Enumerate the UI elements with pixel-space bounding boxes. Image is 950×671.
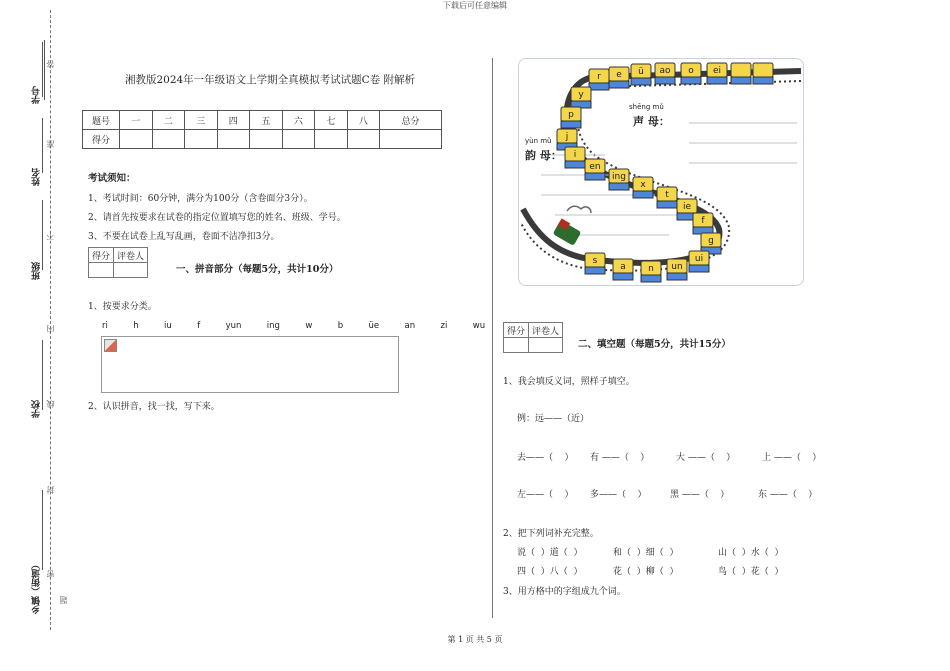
yunmu-pinyin: yùn mǔ [525,137,552,145]
pinyin-block [689,251,709,272]
fill-item[interactable]: 多——（ ） [590,490,647,500]
notice-item: 1、考试时间：60分钟，满分为100分（含卷面分3分）。 [88,194,313,204]
fill-item[interactable]: 去——（ ） [517,453,574,463]
table-cell: 一 [120,111,153,130]
grader-score-label: 得分 [89,248,114,263]
fill-item[interactable]: 上 ——（ ） [762,453,822,463]
pinyin-block [731,63,751,84]
pinyin-block-label: i [573,150,577,160]
pinyin-list: ri h iu f yun ing w b üe an zi wu [102,321,486,331]
pinyin-block [667,259,687,280]
fill-item[interactable]: 东 ——（ ） [758,490,818,500]
pinyin-block [753,63,773,84]
score-input-cell[interactable] [152,130,185,149]
pinyin-block [681,63,701,84]
seal-char: 不 [46,232,55,240]
table-cell: 总分 [380,111,442,130]
notice-item: 2、请首先按要求在试卷的指定位置填写您的姓名、班级、学号。 [88,213,346,223]
fill-item[interactable]: 四（ ）八（ ） [517,567,583,577]
header-note: 下载后可任意编辑 [443,1,507,10]
label-township: 乡镇（街道） [32,560,42,614]
binding-margin [0,0,68,671]
seal-char: 答 [46,60,55,68]
pinyin-block-label: t [665,190,669,200]
train-engine [553,206,591,246]
table-cell: 五 [250,111,283,130]
pinyin-blocks [557,63,773,282]
seal-char: 准 [46,140,55,148]
fill-item[interactable]: 有 ——（ ） [590,453,650,463]
grader-box [503,322,563,353]
table-cell: 题号 [83,111,120,130]
page-footer: 第 1 页 共 5 页 [447,635,503,644]
label-school: 学校 [32,400,42,418]
answer-box[interactable] [101,336,399,393]
writing-lines [541,123,797,235]
score-input-cell[interactable] [120,130,153,149]
table-cell: 二 [152,111,185,130]
score-input-cell[interactable] [380,130,442,149]
pinyin-block-label: s [592,256,598,266]
grader-box [88,247,148,278]
pinyin-block-label: o [688,66,694,76]
pinyin-block [585,159,605,180]
pinyin-block-label: ing [612,172,626,182]
notice-item: 3、不要在试卷上乱写乱画，卷面不洁净扣3分。 [88,232,280,242]
pinyin-block [609,169,629,190]
fill-item[interactable]: 花（ ）柳（ ） [613,567,679,577]
pinyin-block [655,63,675,84]
table-row [83,130,442,149]
pinyin-block [631,64,651,85]
shengmu-pinyin: shēng mǔ [629,103,664,111]
table-row [83,111,442,130]
fill-item[interactable]: 左——（ ） [517,490,574,500]
pinyin-block-label: y [578,90,584,100]
pinyin-block-label: n [648,264,654,274]
pinyin-block [565,147,585,168]
pinyin-block [693,213,713,234]
pinyin-block-label: ei [712,66,722,76]
table-cell: 八 [347,111,380,130]
score-input-cell[interactable] [185,130,218,149]
pinyin-block-label: g [708,236,714,246]
grader-name-label: 评卷人 [529,323,563,338]
fill-item[interactable]: 和（ ）细（ ） [613,548,679,558]
pinyin-block [657,187,677,208]
pinyin-block [571,87,591,108]
pinyin-block-label: un [671,262,683,272]
score-input-cell[interactable] [347,130,380,149]
score-input-cell[interactable] [217,130,250,149]
pinyin-block-label: p [568,110,574,120]
pinyin-block [641,261,661,282]
label-class: 班级 [32,262,42,280]
table-cell: 六 [282,111,315,130]
seal-char: 题 [59,596,68,604]
page-title: 湘教版2024年一年级语文上学期全真模拟考试试题C卷 附解析 [124,74,416,86]
score-input-cell[interactable] [250,130,283,149]
seal-char: 密 [46,570,55,578]
fill-item[interactable]: 鸟（ ）花（ ） [718,567,784,577]
broken-image-icon [104,339,117,352]
notice-heading: 考试须知： [88,173,136,184]
pinyin-block-label: a [620,262,626,272]
pinyin-block-label: en [589,162,601,172]
pinyin-block-label: ü [638,67,644,77]
grader-name-label: 评卷人 [114,248,148,263]
grader-name-cell[interactable] [529,338,563,353]
seal-char: 封 [46,486,55,494]
fill-item[interactable]: 大 ——（ ） [676,453,736,463]
pinyin-block [613,259,633,280]
table-cell: 得分 [83,130,120,149]
grader-name-cell[interactable] [114,263,148,278]
pinyin-block-label: ui [694,254,704,264]
fill-item[interactable]: 说（ ）道（ ） [517,548,583,558]
pinyin-block [609,67,629,88]
question-text: 1、我会填反义词，照样子填空。 [503,377,635,387]
question-text: 3、用方格中的字组成九个词。 [503,587,626,597]
fill-item[interactable]: 山（ ）水（ ） [718,548,784,558]
fill-item[interactable]: 黑 ——（ ） [670,490,730,500]
pinyin-block [585,253,605,274]
pinyin-block-label: f [701,216,705,226]
question-text: 1、按要求分类。 [88,302,157,312]
pinyin-block [589,69,609,90]
pinyin-train-figure [518,58,804,286]
pinyin-block-label: e [616,70,622,80]
score-table [82,110,442,149]
seal-char: 内 [46,325,55,333]
seal-char: 线 [46,400,55,408]
yunmu-label: 韵 母： [525,149,562,162]
pinyin-block-label: j [565,132,569,142]
pinyin-block [633,177,653,198]
score-input-cell[interactable] [282,130,315,149]
pinyin-block-label: ao [659,66,671,76]
section2-heading: 二、填空题（每题5分，共计15分） [578,339,731,350]
pinyin-block-label: ie [682,202,692,212]
label-name: 姓名 [32,168,42,186]
section1-heading: 一、拼音部分（每题5分，共计10分） [176,264,339,275]
example-text: 例：远——（近） [517,414,590,424]
question-text: 2、把下列词补充完整。 [503,529,599,539]
smoke [567,206,591,213]
grader-score-label: 得分 [504,323,529,338]
table-cell: 七 [315,111,348,130]
label-student-id: 学号 [32,86,42,104]
table-cell: 三 [185,111,218,130]
train-illustration [519,59,803,285]
pinyin-block [561,107,581,128]
pinyin-block [707,63,727,84]
grader-score-cell[interactable] [89,263,114,278]
pinyin-block-label: x [640,180,646,190]
grader-score-cell[interactable] [504,338,529,353]
column-divider [492,58,493,618]
shengmu-label: 声 母： [633,115,670,128]
score-input-cell[interactable] [315,130,348,149]
pinyin-block-label: r [597,72,601,82]
table-cell: 四 [217,111,250,130]
question-text: 2、认识拼音，找一找，写下来。 [88,402,220,412]
